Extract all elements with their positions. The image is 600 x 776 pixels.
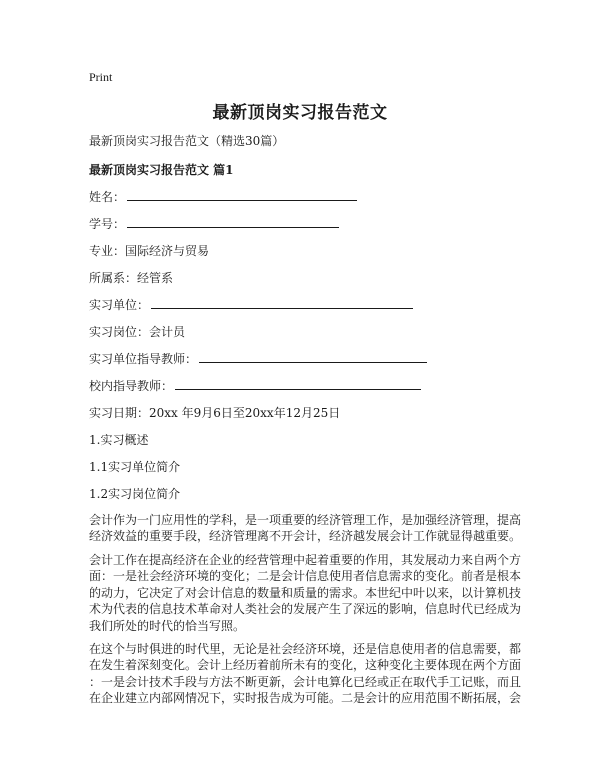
student-id-field: [89, 215, 339, 232]
major-field: 专业：国际经济与贸易: [89, 244, 210, 258]
name-blank: [127, 188, 357, 201]
document-title: 最新顶岗实习报告范文: [212, 103, 388, 123]
paragraph-line: 我们所处的时代的恰当写照。: [89, 618, 246, 633]
internship-unit-label: 实习单位：: [89, 298, 150, 312]
school-advisor-field: [89, 377, 421, 394]
unit-advisor-blank: [199, 350, 427, 363]
paragraph-line: ：一是会计技术手段与方法不断更新，会计电算化已经或正在取代手工记账，而且: [89, 674, 522, 689]
internship-dates-field: 实习日期：20xx 年9月6日至20xx年12月25日: [89, 406, 341, 420]
paragraph-line: 术为代表的信息技术革命对人类社会的发展产生了深远的影响，信息时代已经成为: [89, 602, 522, 617]
school-advisor-blank: [175, 377, 421, 390]
internship-unit-blank: [151, 296, 413, 309]
internship-position-field: 实习岗位：会计员: [89, 325, 186, 339]
unit-advisor-field: [89, 350, 427, 367]
document-subtitle: 最新顶岗实习报告范文（精选30篇）: [89, 134, 285, 148]
paragraph-line: 会计工作在提高经济在企业的经营管理中起着重要的作用，其发展动力来自两个方: [89, 553, 522, 567]
name-label: 姓名：: [89, 190, 126, 204]
unit-advisor-label: 实习单位指导教师：: [89, 352, 198, 366]
paragraph-3: [89, 641, 522, 707]
internship-unit-field: [89, 296, 413, 313]
name-field: [89, 188, 357, 205]
outline-section-1-1: 1.1实习单位简介: [89, 460, 181, 474]
paragraph-line: 面：一是社会经济环境的变化；二是会计信息使用者信息需求的变化。前者是根本: [89, 569, 522, 584]
paragraph-2: [89, 552, 522, 634]
paragraph-1: [89, 512, 522, 545]
outline-section-1-2: 1.2实习岗位简介: [89, 487, 181, 501]
section-heading: 最新顶岗实习报告范文 篇1: [89, 163, 234, 177]
paragraph-line: 经济效益的重要手段，经济管理离不开会计，经济越发展会计工作就显得越重要。: [89, 529, 522, 544]
paragraph-line: 在发生着深刻变化。会计上经历着前所未有的变化，这种变化主要体现在两个方面: [89, 658, 522, 673]
paragraph-line: 会计作为一门应用性的学科，是一项重要的经济管理工作，是加强经济管理，提高: [89, 513, 522, 527]
paragraph-line: 的动力，它决定了对会计信息的数量和质量的需求。本世纪中叶以来，以计算机技: [89, 585, 522, 600]
paragraph-line: 在企业建立内部网情况下，实时报告成为可能。二是会计的应用范围不断拓展，会: [89, 691, 522, 706]
print-label: Print: [89, 70, 113, 84]
school-advisor-label: 校内指导教师：: [89, 379, 174, 393]
student-id-blank: [127, 215, 339, 228]
paragraph-line: 在这个与时俱进的时代里，无论是社会经济环境，还是信息使用者的信息需要，都: [89, 642, 522, 656]
outline-section-1: 1.实习概述: [89, 433, 149, 447]
student-id-label: 学号：: [89, 217, 126, 231]
department-field: 所属系：经管系: [89, 271, 174, 285]
